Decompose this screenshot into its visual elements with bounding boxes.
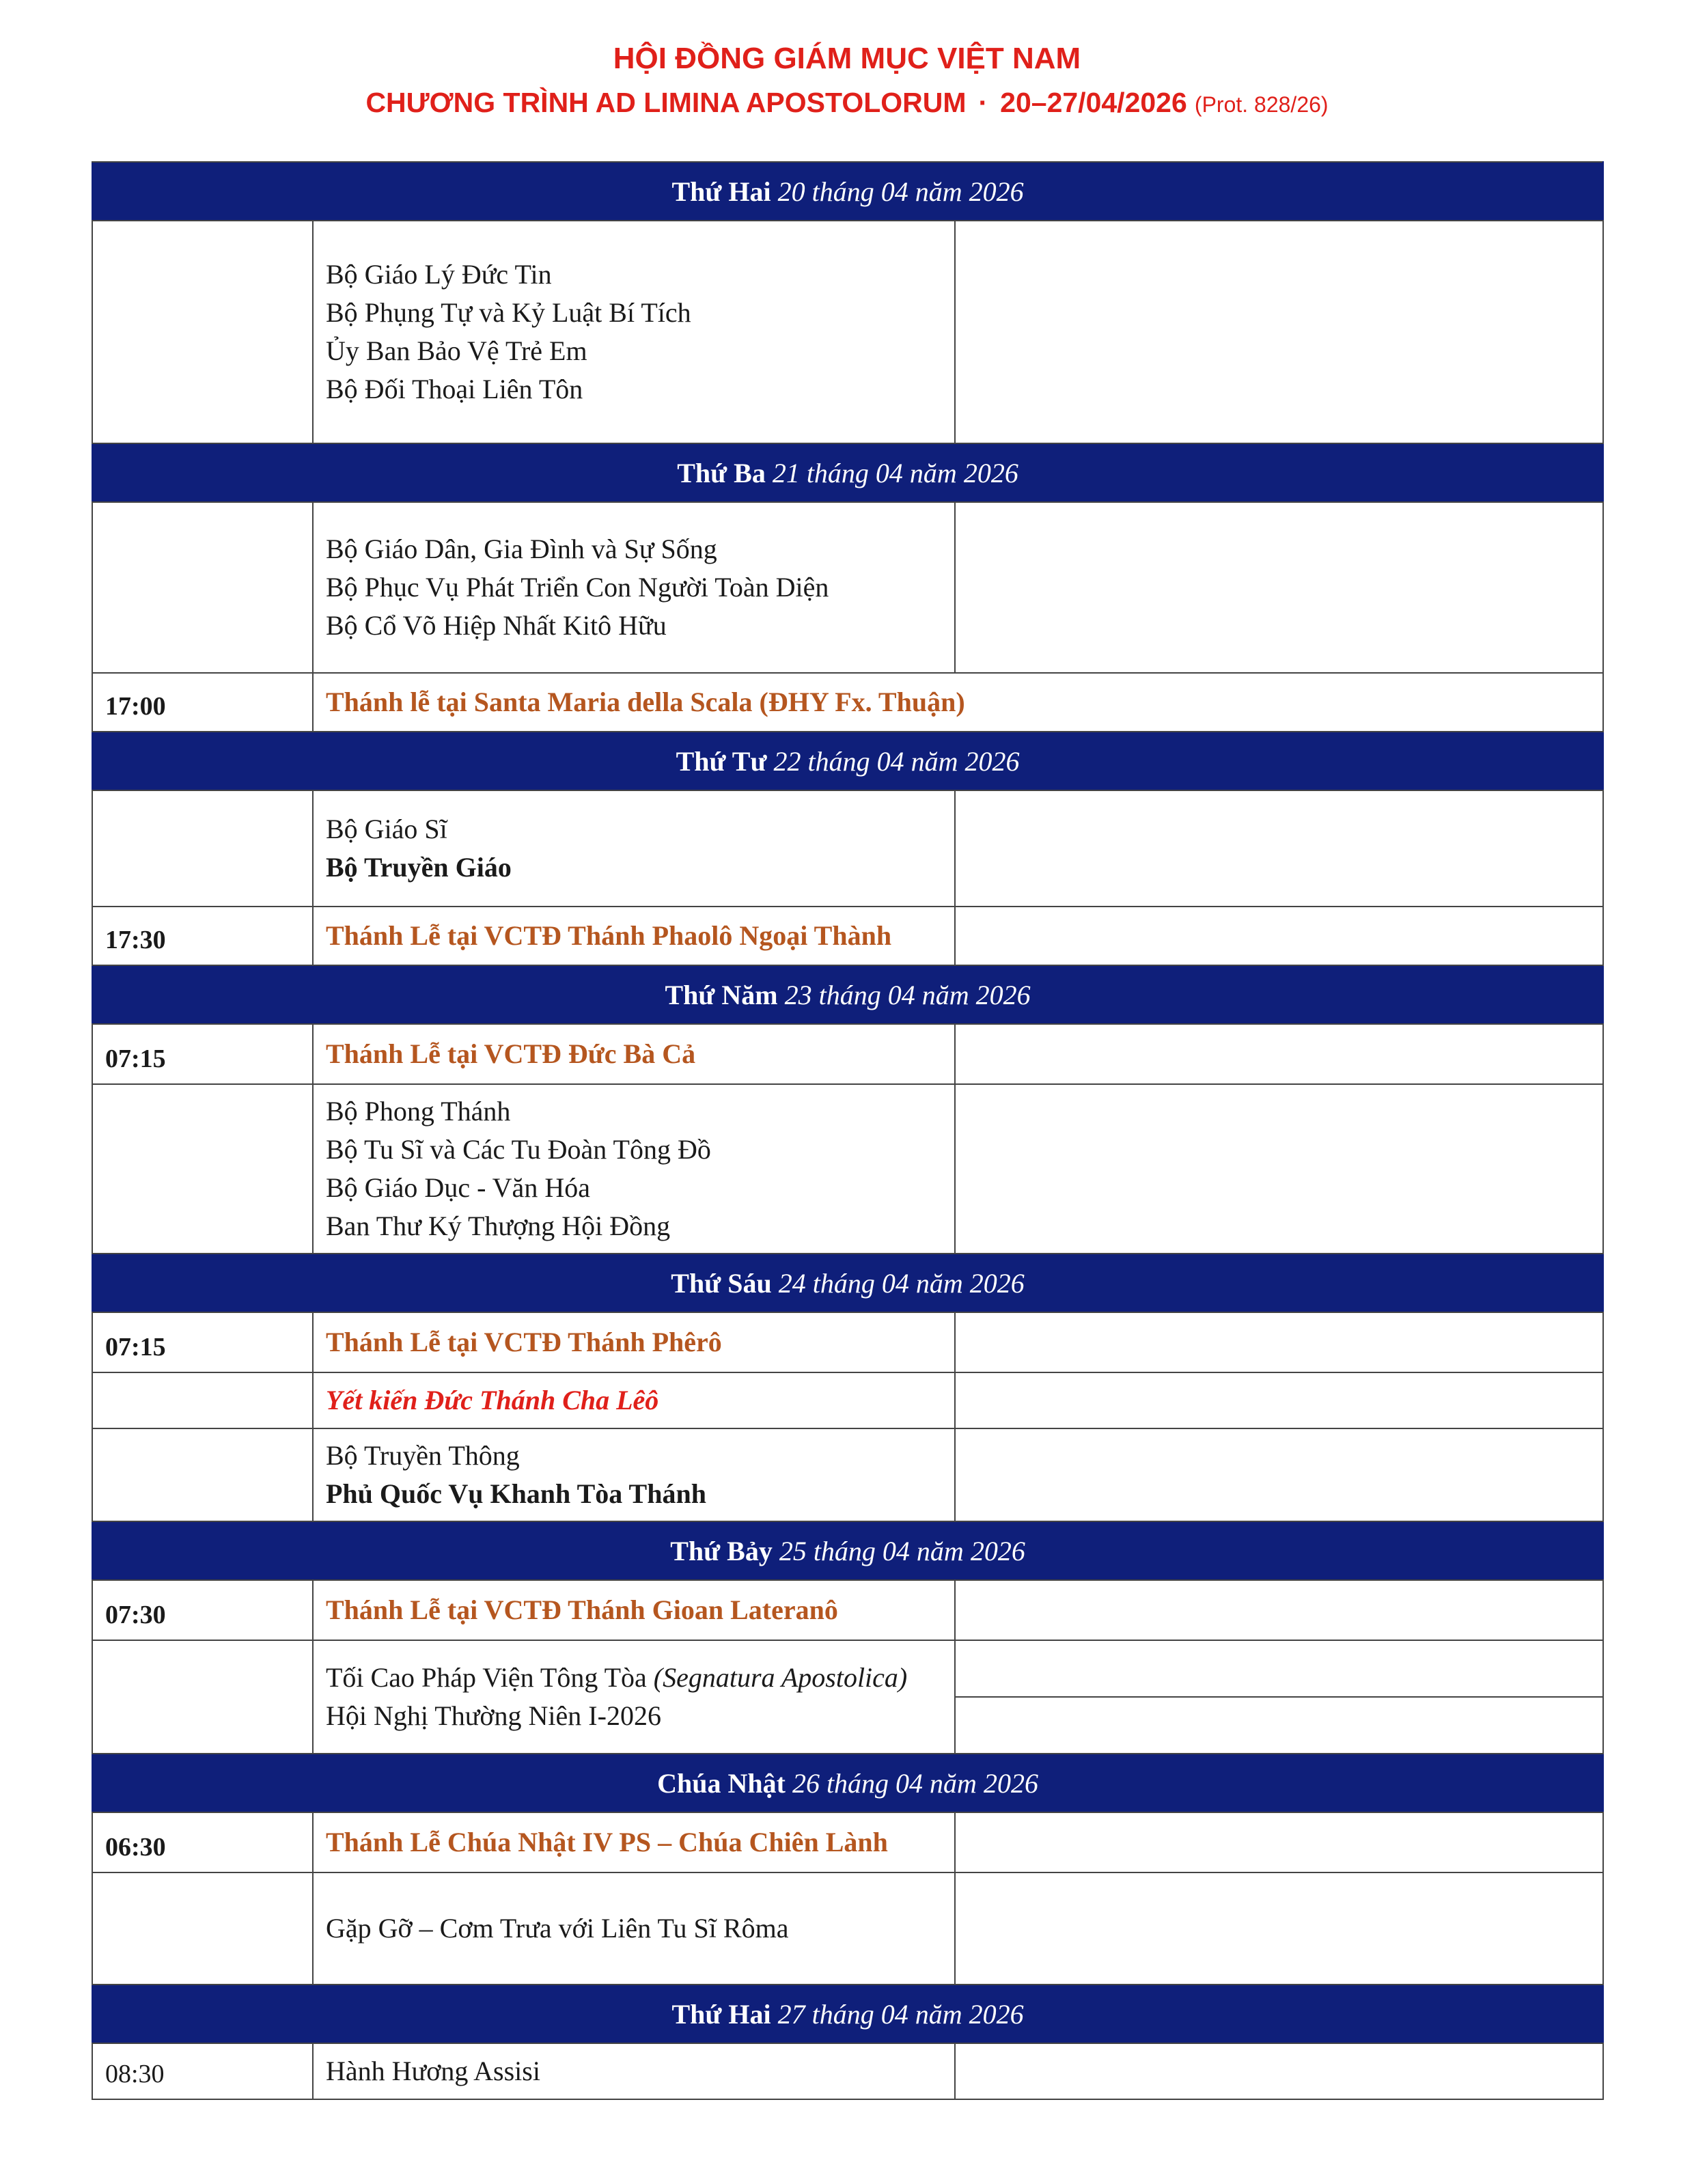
- table-row: [92, 1084, 1603, 1254]
- day-name: Chúa Nhật: [657, 1767, 786, 1799]
- note-subcell: [956, 1696, 1602, 1753]
- event-cell: [313, 1428, 955, 1521]
- meeting-name: Tối Cao Pháp Viện Tông Tòa: [326, 1662, 647, 1693]
- note-subcell: [956, 1641, 1602, 1696]
- table-row: [92, 221, 1603, 443]
- day-header: [92, 162, 1603, 221]
- day-header: [92, 1754, 1603, 1812]
- time-cell: 17:00: [92, 673, 313, 732]
- note-cell: [955, 1580, 1603, 1640]
- note-cell: [955, 2043, 1603, 2099]
- mass-event: Thánh lễ tại Santa Maria della Scala (ĐHY Fx. Thuận): [313, 673, 1603, 732]
- table-row: [92, 673, 1603, 732]
- meeting-item: Bộ Phong Thánh: [326, 1096, 511, 1126]
- table-row: [92, 1580, 1603, 1640]
- program-name: CHƯƠNG TRÌNH AD LIMINA APOSTOLORUM: [365, 87, 967, 118]
- table-row: [92, 1372, 1603, 1428]
- note-cell: [955, 1084, 1603, 1254]
- day-name: Thứ Bảy: [670, 1535, 773, 1566]
- day-date: 23 tháng 04 năm 2026: [784, 979, 1031, 1010]
- table-row: [92, 790, 1603, 907]
- papal-audience: Yết kiến Đức Thánh Cha Lêô: [313, 1372, 955, 1428]
- day-date: 25 tháng 04 năm 2026: [779, 1535, 1025, 1566]
- mass-event: Thánh Lễ tại VCTĐ Đức Bà Cả: [313, 1024, 955, 1084]
- note-cell: [955, 790, 1603, 907]
- doc-title: HỘI ĐỒNG GIÁM MỤC VIỆT NAM: [613, 42, 1081, 75]
- separator: ·: [978, 87, 988, 118]
- mass-event: Thánh Lễ tại VCTĐ Thánh Phêrô: [313, 1312, 955, 1372]
- time-cell: 07:15: [92, 1312, 313, 1372]
- time-cell: [92, 221, 313, 443]
- day-name: Thứ Sáu: [671, 1267, 772, 1299]
- meeting-item: [326, 1659, 946, 1697]
- meeting-item: Bộ Giáo Sĩ: [326, 814, 447, 844]
- event-cell: [313, 790, 955, 907]
- note-cell: [955, 221, 1603, 443]
- note-cell: [955, 1372, 1603, 1428]
- time-cell: [92, 502, 313, 673]
- protocol-number: (Prot. 828/26): [1194, 92, 1329, 117]
- time-cell: [92, 1640, 313, 1754]
- note-cell: [955, 1640, 1603, 1754]
- table-row: [92, 1812, 1603, 1872]
- table-row: [92, 502, 1603, 673]
- time-cell: 07:30: [92, 1580, 313, 1640]
- schedule-table: [92, 161, 1604, 2100]
- meeting-item: Ban Thư Ký Thượng Hội Đồng: [326, 1211, 671, 1241]
- event-cell: [313, 221, 955, 443]
- day-header: [92, 1521, 1603, 1580]
- day-date: 24 tháng 04 năm 2026: [778, 1267, 1025, 1299]
- time-cell: [92, 1372, 313, 1428]
- note-cell: [955, 907, 1603, 965]
- event-cell: Gặp Gỡ – Cơm Trưa với Liên Tu Sĩ Rôma: [313, 1872, 955, 1985]
- meeting-item: Bộ Đối Thoại Liên Tôn: [326, 374, 583, 404]
- day-name: Thứ Năm: [665, 979, 778, 1010]
- meeting-item: Bộ Phụng Tự và Kỷ Luật Bí Tích: [326, 297, 691, 328]
- event-cell: [313, 502, 955, 673]
- note-cell: [955, 1428, 1603, 1521]
- day-header: [92, 732, 1603, 790]
- table-row: [92, 1872, 1603, 1985]
- day-name: Thứ Tư: [676, 745, 767, 777]
- mass-event: Thánh Lễ tại VCTĐ Thánh Gioan Lateranô: [313, 1580, 955, 1640]
- meeting-item: Hội Nghị Thường Niên I-2026: [326, 1700, 661, 1731]
- time-cell: [92, 790, 313, 907]
- event-cell: [313, 1084, 955, 1254]
- day-date: 27 tháng 04 năm 2026: [777, 1998, 1024, 2030]
- table-row: [92, 2043, 1603, 2099]
- time-cell: [92, 1872, 313, 1985]
- meeting-item: Bộ Truyền Giáo: [326, 852, 512, 883]
- meeting-item: Bộ Giáo Dân, Gia Đình và Sự Sống: [326, 534, 717, 564]
- meeting-item: Phủ Quốc Vụ Khanh Tòa Thánh: [326, 1478, 706, 1509]
- day-date: 20 tháng 04 năm 2026: [777, 176, 1024, 207]
- table-row: [92, 907, 1603, 965]
- event-cell: Hành Hương Assisi: [313, 2043, 955, 2099]
- time-cell: 08:30: [92, 2043, 313, 2099]
- time-cell: 17:30: [92, 907, 313, 965]
- note-cell: [955, 1024, 1603, 1084]
- day-name: Thứ Ba: [677, 457, 766, 488]
- day-header: [92, 1985, 1603, 2043]
- event-cell: [313, 1640, 955, 1754]
- day-header: [92, 1254, 1603, 1312]
- table-row: [92, 1428, 1603, 1521]
- time-cell: [92, 1428, 313, 1521]
- meeting-item: Bộ Truyền Thông: [326, 1440, 520, 1471]
- day-header: [92, 443, 1603, 502]
- time-cell: [92, 1084, 313, 1254]
- day-header: [92, 965, 1603, 1024]
- time-cell: 06:30: [92, 1812, 313, 1872]
- day-date: 22 tháng 04 năm 2026: [773, 745, 1020, 777]
- table-row: [92, 1640, 1603, 1754]
- meeting-item: Bộ Cổ Võ Hiệp Nhất Kitô Hữu: [326, 610, 667, 641]
- note-cell: [955, 1812, 1603, 1872]
- meeting-latin-name: (Segnatura Apostolica): [653, 1662, 908, 1693]
- note-cell: [955, 502, 1603, 673]
- doc-subtitle: [0, 83, 1694, 124]
- day-date: 26 tháng 04 năm 2026: [792, 1767, 1038, 1799]
- table-row: [92, 1312, 1603, 1372]
- mass-event: Thánh Lễ Chúa Nhật IV PS – Chúa Chiên Lành: [313, 1812, 955, 1872]
- meeting-item: Bộ Giáo Lý Đức Tin: [326, 259, 552, 290]
- meeting-item: Bộ Phục Vụ Phát Triển Con Người Toàn Diện: [326, 572, 829, 603]
- day-name: Thứ Hai: [671, 176, 771, 207]
- mass-event: Thánh Lễ tại VCTĐ Thánh Phaolô Ngoại Thành: [313, 907, 955, 965]
- note-cell: [955, 1872, 1603, 1985]
- day-name: Thứ Hai: [671, 1998, 771, 2030]
- day-date: 21 tháng 04 năm 2026: [772, 457, 1018, 488]
- date-range: 20–27/04/2026: [1000, 87, 1187, 118]
- note-cell: [955, 1312, 1603, 1372]
- meeting-item: Bộ Tu Sĩ và Các Tu Đoàn Tông Đồ: [326, 1134, 711, 1165]
- time-cell: 07:15: [92, 1024, 313, 1084]
- table-row: [92, 1024, 1603, 1084]
- meeting-item: Ủy Ban Bảo Vệ Trẻ Em: [326, 335, 587, 366]
- meeting-item: Bộ Giáo Dục - Văn Hóa: [326, 1172, 590, 1203]
